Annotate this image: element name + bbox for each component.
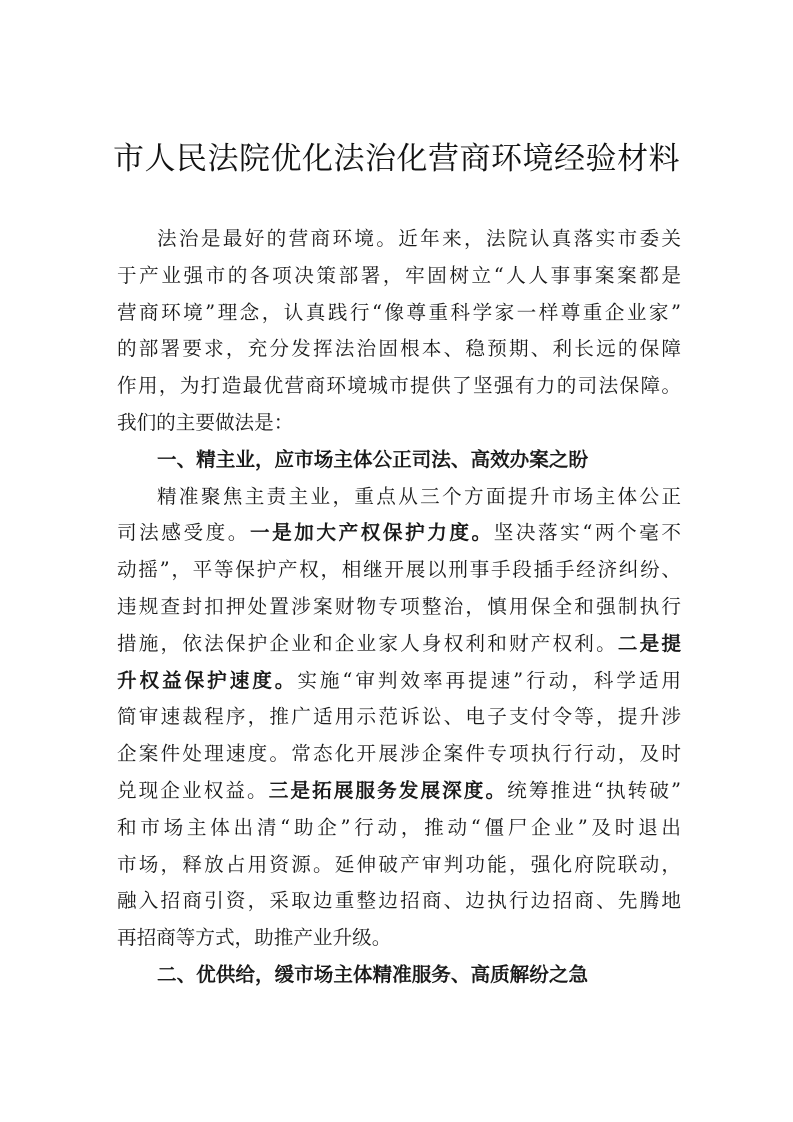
bold-point-1: 一是加大产权保护力度。 <box>249 521 494 545</box>
section-1-line-4: 违规查封扣押处置涉案财物专项整治，慎用保全和强制执行 <box>117 594 681 618</box>
section-2-heading: 二、优供给，缓市场主体精准服务、高质解纷之急 <box>157 962 589 986</box>
section-1-line-12: 融入招商引资，采取边重整边招商、边执行边招商、先腾地 <box>117 889 681 913</box>
text-run: 统筹推进“执转破” <box>507 778 682 802</box>
section-1-line-7: 简审速裁程序，推广适用示范诉讼、电子支付令等，提升涉 <box>117 705 681 729</box>
intro-line-2: 于产业强市的各项决策部署，牢固树立“人人事事案案都是 <box>117 263 681 287</box>
bold-point-3: 三是拓展服务发展深度。 <box>268 778 508 802</box>
text-run: 坚决落实“两个毫不 <box>493 521 681 545</box>
intro-line-6: 我们的主要做法是： <box>117 410 294 434</box>
bold-point-2-start: 二是提 <box>617 631 682 655</box>
document-body <box>117 221 681 994</box>
section-1-line-3: 动摇”，平等保护产权，相继开展以刑事手段插手经济纠纷、 <box>117 558 681 582</box>
section-1-line-6 <box>117 663 681 700</box>
text-run: 司法感受度。 <box>117 521 250 545</box>
intro-line-3: 营商环境”理念，认真践行“像尊重科学家一样尊重企业家” <box>117 300 681 324</box>
intro-line-4: 的部署要求，充分发挥法治固根本、稳预期、利长远的保障 <box>117 337 681 361</box>
text-run: 措施，依法保护企业和企业家人身权利和财产权利。 <box>117 631 618 655</box>
section-1-line-9 <box>117 773 681 810</box>
section-1-line-11: 市场，释放占用资源。延伸破产审判功能，强化府院联动， <box>117 852 681 876</box>
section-1-line-5 <box>117 626 681 663</box>
section-1-line-13: 再招商等方式，助推产业升级。 <box>117 926 392 950</box>
section-1-line-1: 精准聚焦主责主业，重点从三个方面提升市场主体公正 <box>157 484 681 508</box>
bold-point-2-end: 升权益保护速度。 <box>117 668 298 692</box>
section-1-heading: 一、精主业，应市场主体公正司法、高效办案之盼 <box>157 447 589 471</box>
text-run: 兑现企业权益。 <box>117 778 269 802</box>
section-1-line-8: 企案件处理速度。常态化开展涉企案件专项执行行动，及时 <box>117 742 681 766</box>
document-title: 市人民法院优化法治化营商环境经验材料 <box>113 141 680 177</box>
intro-line-1: 法治是最好的营商环境。近年来，法院认真落实市委关 <box>157 227 681 250</box>
section-1-line-2 <box>117 515 681 552</box>
intro-line-5: 作用，为打造最优营商环境城市提供了坚强有力的司法保障。 <box>117 374 681 398</box>
text-run: 实施“审判效率再提速”行动，科学适用 <box>297 668 681 692</box>
section-1-line-10: 和市场主体出清“助企”行动，推动“僵尸企业”及时退出 <box>117 815 681 839</box>
